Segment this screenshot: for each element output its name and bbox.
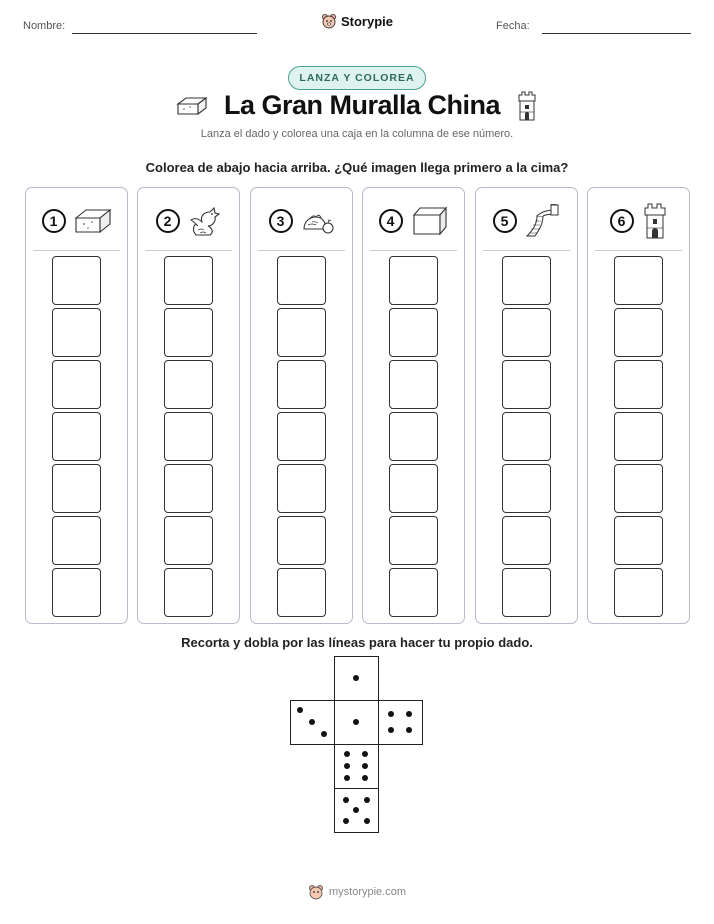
color-box[interactable] <box>277 360 326 409</box>
color-box[interactable] <box>277 256 326 305</box>
great-wall-icon <box>525 204 561 238</box>
die-face-1 <box>334 700 379 745</box>
die-face-5 <box>334 788 379 833</box>
die-pip <box>362 775 368 781</box>
die-pip <box>364 818 370 824</box>
color-box[interactable] <box>52 568 101 617</box>
color-box[interactable] <box>277 464 326 513</box>
activity-badge: LANZA Y COLOREA <box>288 66 425 90</box>
die-pip <box>388 711 394 717</box>
color-box[interactable] <box>614 308 663 357</box>
color-box[interactable] <box>164 568 213 617</box>
name-label: Nombre: <box>23 20 66 32</box>
color-box[interactable] <box>614 256 663 305</box>
color-box[interactable] <box>502 412 551 461</box>
die-pip <box>343 797 349 803</box>
column-number: 2 <box>156 209 180 233</box>
die-pip <box>343 818 349 824</box>
column-3 <box>250 187 353 624</box>
color-box[interactable] <box>389 568 438 617</box>
brick-icon <box>176 95 208 117</box>
bear-icon <box>321 13 337 29</box>
die-face-6 <box>334 744 379 789</box>
color-box[interactable] <box>52 464 101 513</box>
color-box[interactable] <box>164 516 213 565</box>
die-instruction: Recorta y dobla por las líneas para hacer tu propio dado. <box>181 635 533 650</box>
color-box[interactable] <box>277 516 326 565</box>
color-box[interactable] <box>52 256 101 305</box>
column-5 <box>475 187 578 624</box>
watchtower-icon <box>642 203 668 239</box>
die-pip <box>344 751 350 757</box>
die-pip <box>406 711 412 717</box>
color-box[interactable] <box>389 464 438 513</box>
column-number: 3 <box>269 209 293 233</box>
stone-block-icon <box>411 205 449 237</box>
brand-name: Storypie <box>340 13 393 29</box>
column-number: 4 <box>379 209 403 233</box>
color-box[interactable] <box>277 412 326 461</box>
color-box[interactable] <box>52 308 101 357</box>
color-box[interactable] <box>389 360 438 409</box>
color-box[interactable] <box>164 256 213 305</box>
die-pip <box>321 731 327 737</box>
page-title: La Gran Muralla China <box>223 90 501 120</box>
color-box[interactable] <box>502 308 551 357</box>
die-pip <box>388 727 394 733</box>
watchtower-icon <box>516 91 538 121</box>
color-box[interactable] <box>164 464 213 513</box>
color-box[interactable] <box>52 360 101 409</box>
die-pip <box>297 707 303 713</box>
color-box[interactable] <box>52 516 101 565</box>
column-1 <box>25 187 128 624</box>
dragon-icon <box>188 204 222 238</box>
color-box[interactable] <box>502 360 551 409</box>
color-box[interactable] <box>502 568 551 617</box>
color-box[interactable] <box>614 464 663 513</box>
bear-icon <box>308 884 324 900</box>
color-box[interactable] <box>614 412 663 461</box>
color-box[interactable] <box>389 412 438 461</box>
column-4 <box>362 187 465 624</box>
color-box[interactable] <box>164 360 213 409</box>
die-pip <box>353 807 359 813</box>
die-pip <box>364 797 370 803</box>
color-box[interactable] <box>614 516 663 565</box>
column-2 <box>137 187 240 624</box>
die-face-1 <box>334 656 379 701</box>
die-pip <box>362 751 368 757</box>
color-box[interactable] <box>614 568 663 617</box>
die-face-3 <box>290 700 335 745</box>
color-box[interactable] <box>277 568 326 617</box>
name-line[interactable] <box>72 33 257 34</box>
color-box[interactable] <box>502 516 551 565</box>
brand-logo <box>0 13 714 29</box>
color-box[interactable] <box>52 412 101 461</box>
column-number: 5 <box>493 209 517 233</box>
die-pip <box>353 719 359 725</box>
die-pip <box>344 775 350 781</box>
die-pip <box>344 763 350 769</box>
die-pip <box>406 727 412 733</box>
column-6 <box>587 187 690 624</box>
die-pip <box>362 763 368 769</box>
date-line[interactable] <box>542 33 691 34</box>
footer <box>0 884 714 900</box>
die-face-4 <box>378 700 423 745</box>
color-box[interactable] <box>389 308 438 357</box>
color-box[interactable] <box>389 256 438 305</box>
color-box[interactable] <box>614 360 663 409</box>
dumplings-icon <box>301 207 335 235</box>
color-box[interactable] <box>389 516 438 565</box>
coloring-instruction: Colorea de abajo hacia arriba. ¿Qué imagen llega primero a la cima? <box>145 160 569 175</box>
color-box[interactable] <box>502 464 551 513</box>
die-pip <box>309 719 315 725</box>
footer-url[interactable]: mystorypie.com <box>328 886 407 898</box>
color-box[interactable] <box>277 308 326 357</box>
die-pip <box>353 675 359 681</box>
brick-icon <box>74 206 112 236</box>
date-label: Fecha: <box>496 20 530 32</box>
color-box[interactable] <box>164 308 213 357</box>
column-number: 1 <box>42 209 66 233</box>
color-box[interactable] <box>164 412 213 461</box>
subtitle: Lanza el dado y colorea una caja en la columna de ese número. <box>200 128 514 140</box>
color-box[interactable] <box>502 256 551 305</box>
column-number: 6 <box>610 209 634 233</box>
